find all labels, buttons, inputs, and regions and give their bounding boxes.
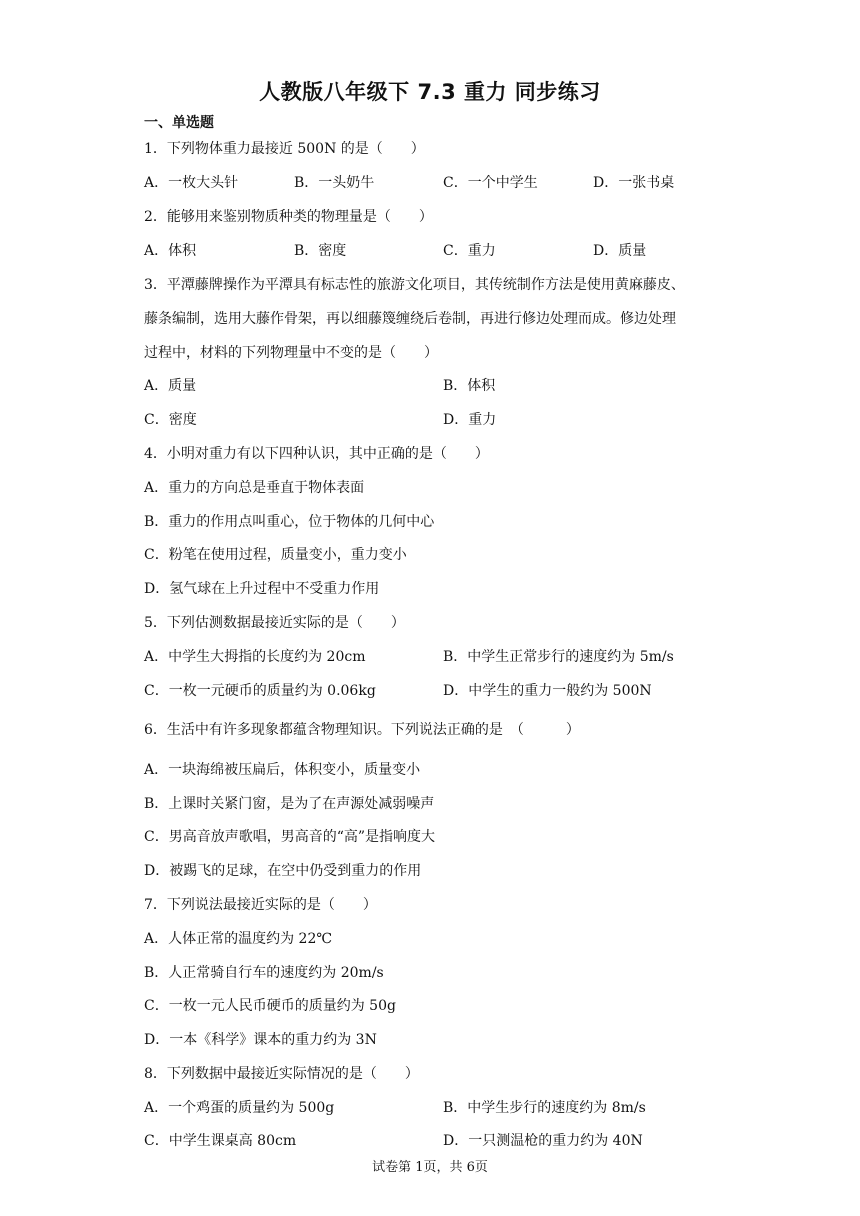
question-8-stem: 8．下列数据中最接近实际情况的是（ ）: [144, 1066, 419, 1082]
question-7-option-b: B．人正常骑自行车的速度约为 20m/s: [144, 965, 384, 981]
question-8-option-c: C．中学生课桌高 80cm: [144, 1133, 297, 1149]
question-2-option-b: B．密度: [294, 243, 347, 259]
question-4-option-d: D．氢气球在上升过程中不受重力作用: [144, 581, 380, 597]
question-1-option-d: D．一张书桌: [593, 175, 675, 191]
question-8-option-a: A．一个鸡蛋的质量约为 500g: [144, 1100, 335, 1116]
question-3-stem-line-2: 藤条编制，选用大藤作骨架，再以细藤篾缠绕后卷制，再进行修边处理而成。修边处理: [144, 311, 676, 327]
question-1-option-c: C．一个中学生: [443, 175, 538, 191]
question-3-stem-line-3: 过程中，材料的下列物理量中不变的是（ ）: [144, 345, 438, 361]
question-3-option-b: B．体积: [443, 378, 496, 394]
question-5-option-b: B．中学生正常步行的速度约为 5m/s: [443, 649, 674, 665]
question-1-option-b: B．一头奶牛: [294, 175, 375, 191]
question-6-stem: 6．生活中有许多现象都蕴含物理知识。下列说法正确的是 （ ）: [144, 722, 580, 738]
question-4-option-b: B．重力的作用点叫重心，位于物体的几何中心: [144, 514, 435, 530]
question-5-option-c: C．一枚一元硬币的质量约为 0.06kg: [144, 683, 376, 699]
question-8-option-d: D．一只测温枪的重力约为 40N: [443, 1133, 643, 1149]
question-5-option-d: D．中学生的重力一般约为 500N: [443, 683, 652, 699]
question-4-option-a: A．重力的方向总是垂直于物体表面: [144, 480, 365, 496]
section-heading: 一、单选题: [144, 115, 214, 131]
question-2-option-d: D．质量: [593, 243, 647, 259]
question-5-stem: 5．下列估测数据最接近实际的是（ ）: [144, 615, 405, 631]
question-1-option-a: A．一枚大头针: [144, 175, 239, 191]
question-4-option-c: C．粉笔在使用过程，质量变小，重力变小: [144, 547, 407, 563]
question-6-option-c: C．男高音放声歌唱，男高音的“高”是指响度大: [144, 829, 436, 845]
question-3-option-c: C．密度: [144, 412, 197, 428]
question-7-option-a: A．人体正常的温度约为 22℃: [144, 931, 333, 947]
question-8-option-b: B．中学生步行的速度约为 8m/s: [443, 1100, 646, 1116]
question-5-option-a: A．中学生大拇指的长度约为 20cm: [144, 649, 366, 665]
question-2-stem: 2．能够用来鉴别物质种类的物理量是（ ）: [144, 209, 433, 225]
page-title: 人教版八年级下 7.3 重力 同步练习: [259, 80, 601, 104]
question-7-option-c: C．一枚一元人民币硬币的质量约为 50g: [144, 998, 396, 1014]
question-7-option-d: D．一本《科学》课本的重力约为 3N: [144, 1032, 377, 1048]
question-3-stem-line-1: 3．平潭藤牌操作为平潭具有标志性的旅游文化项目，其传统制作方法是使用黄麻藤皮、: [144, 277, 685, 293]
question-4-stem: 4．小明对重力有以下四种认识，其中正确的是（ ）: [144, 446, 489, 462]
question-3-option-a: A．质量: [144, 378, 197, 394]
question-6-option-b: B．上课时关紧门窗，是为了在声源处减弱噪声: [144, 796, 435, 812]
question-6-option-a: A．一块海绵被压扁后，体积变小，质量变小: [144, 762, 421, 778]
question-6-option-d: D．被踢飞的足球，在空中仍受到重力的作用: [144, 863, 422, 879]
question-7-stem: 7．下列说法最接近实际的是（ ）: [144, 897, 377, 913]
question-2-option-c: C．重力: [443, 243, 496, 259]
question-1-stem: 1．下列物体重力最接近 500N 的是（ ）: [144, 141, 425, 157]
page-footer: 试卷第 1页，共 6页: [372, 1160, 488, 1175]
question-2-option-a: A．体积: [144, 243, 197, 259]
question-3-option-d: D．重力: [443, 412, 497, 428]
